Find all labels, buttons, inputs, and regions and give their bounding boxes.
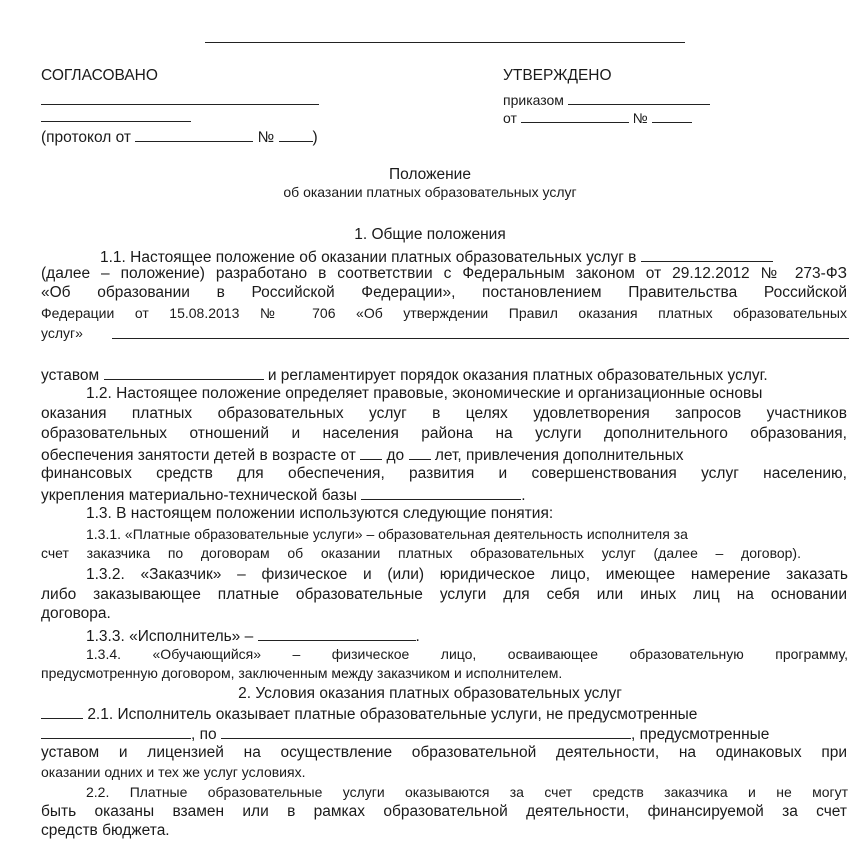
p11-line1: [100, 247, 773, 267]
p12-line5: финансовых средств для обеспечения, развития и совершенствования услуг населению,: [41, 465, 847, 482]
prikazom-blank: [568, 90, 710, 105]
order-ot-label: от: [503, 110, 517, 126]
age-to-blank: [409, 445, 431, 460]
soglasovano-label: СОГЛАСОВАНО: [41, 67, 158, 84]
p11-line2: (далее – положение) разработано в соответствии с Федеральным законом от 29.12.2012 № 273-ФЗ: [41, 265, 847, 282]
p13-line: 1.3. В настоящем положении используются следующие понятия:: [86, 505, 554, 522]
p21-line2-end: , предусмотренные: [630, 726, 770, 743]
p11-line3: «Об образовании в Российской Федерации», постановлением Правительства Российской: [41, 284, 847, 301]
p21-line3: уставом и лицензией на осуществление образовательной деятельности, на одинаковых при: [41, 744, 847, 761]
p22-line1: 2.2. Платные образовательные услуги оказываются за счет средств заказчика и не могут: [86, 784, 848, 800]
p12-line6-text: укрепления материально-технической базы: [41, 487, 357, 504]
p134-line1: 1.3.4. «Обучающийся» – физическое лицо, осваивающее образовательную программу,: [86, 646, 848, 662]
p133-period: .: [415, 628, 420, 645]
executor-blank: [258, 626, 416, 641]
p131-line1: 1.3.1. «Платные образовательные услуги» – образовательная деятельность исполнителя за: [86, 526, 688, 542]
p12-line1: 1.2. Настоящее положение определяет правовые, экономические и организационные основы: [86, 385, 763, 402]
p21-line4: оказании одних и тех же услуг условиях.: [41, 764, 306, 780]
p12-line6: [41, 485, 526, 505]
protocol-close: ): [312, 129, 318, 146]
section1-heading: 1. Общие положения: [354, 226, 506, 243]
soglasovano-blank-2: [41, 121, 191, 122]
prikazom-label: приказом: [503, 92, 564, 108]
age-from-blank: [360, 445, 382, 460]
prikazom-line: [503, 90, 710, 108]
doc-subtitle: об оказании платных образовательных услуг: [283, 184, 577, 200]
p132-line1: 1.3.2. «Заказчик» – физическое и (или) юридическое лицо, имеющее намерение заказать: [86, 566, 848, 583]
protocol-num-label: №: [257, 129, 275, 146]
utverzhdeno-label: УТВЕРЖДЕНО: [503, 67, 612, 84]
p133-text: 1.3.3. «Исполнитель» –: [86, 628, 254, 645]
protocol-num-blank: [279, 127, 313, 142]
order-num-label: №: [632, 110, 648, 126]
p21-blank-a: [41, 724, 191, 739]
p134-line2: предусмотренную договором, заключенным между заказчиком и исполнителем.: [41, 665, 563, 681]
p11-line4: Федерации от 15.08.2013 № 706 «Об утверждении Правил оказания платных образовательных: [41, 305, 847, 321]
p11-line6: [41, 365, 768, 385]
p11-line5: [41, 325, 83, 341]
protocol-date-blank: [135, 127, 253, 142]
p21-po-text: , по: [191, 726, 217, 743]
ustav-blank: [104, 365, 264, 380]
p11-line5-blank: [112, 338, 849, 339]
p133-line: [86, 626, 420, 646]
p11-line6-text: и регламентирует порядок оказания платных образовательных услуг.: [267, 367, 768, 384]
p131-line2: счет заказчика по договорам об оказании платных образовательных услуг (далее – договор).: [41, 545, 801, 561]
p21-line1-text: 2.1. Исполнитель оказывает платные образовательные услуги, не предусмотренные: [87, 706, 698, 723]
p12-line6-period: .: [521, 487, 526, 504]
p12-line2: оказания платных образовательных услуг в целях удовлетворения запросов участников: [41, 405, 847, 422]
section2-heading: 2. Условия оказания платных образовательных услуг: [238, 685, 622, 702]
top-blank-line: [205, 42, 685, 43]
p11-line5-text: услуг»: [41, 325, 83, 341]
p21-blank-b: [221, 724, 631, 739]
p21-line2: [41, 724, 847, 744]
org-name-blank: [641, 247, 773, 262]
doc-title: Положение: [389, 166, 471, 183]
p12-line4-end: лет, привлечения дополнительных: [434, 447, 684, 464]
p11-line1-text: 1.1. Настоящее положение об оказании платных образовательных услуг в: [100, 249, 637, 266]
age-to-text: до: [386, 447, 405, 464]
soglasovano-blank-1: [41, 104, 319, 105]
protocol-prefix: (протокол от: [41, 129, 131, 146]
p21-lead-blank: [41, 704, 83, 719]
p12-line4: [41, 445, 847, 465]
protocol-line: [41, 127, 318, 147]
age-from-text: обеспечения занятости детей в возрасте от: [41, 447, 356, 464]
order-num-blank: [652, 108, 692, 123]
ustav-label: уставом: [41, 367, 100, 384]
p132-line2: либо заказывающее платные образовательные услуги для себя или иных лиц на основании: [41, 586, 847, 603]
order-date-blank: [521, 108, 629, 123]
p132-line3: договора.: [41, 605, 111, 622]
p22-line2: быть оказаны взамен или в рамках образовательной деятельности, финансируемой за счет: [41, 803, 847, 820]
p22-line3: средств бюджета.: [41, 822, 170, 839]
order-date-line: [503, 108, 692, 126]
p21-line1: [41, 704, 847, 724]
p12-line3: образовательных отношений и населения района на услуги дополнительного образования,: [41, 425, 847, 442]
material-base-blank: [361, 485, 521, 500]
